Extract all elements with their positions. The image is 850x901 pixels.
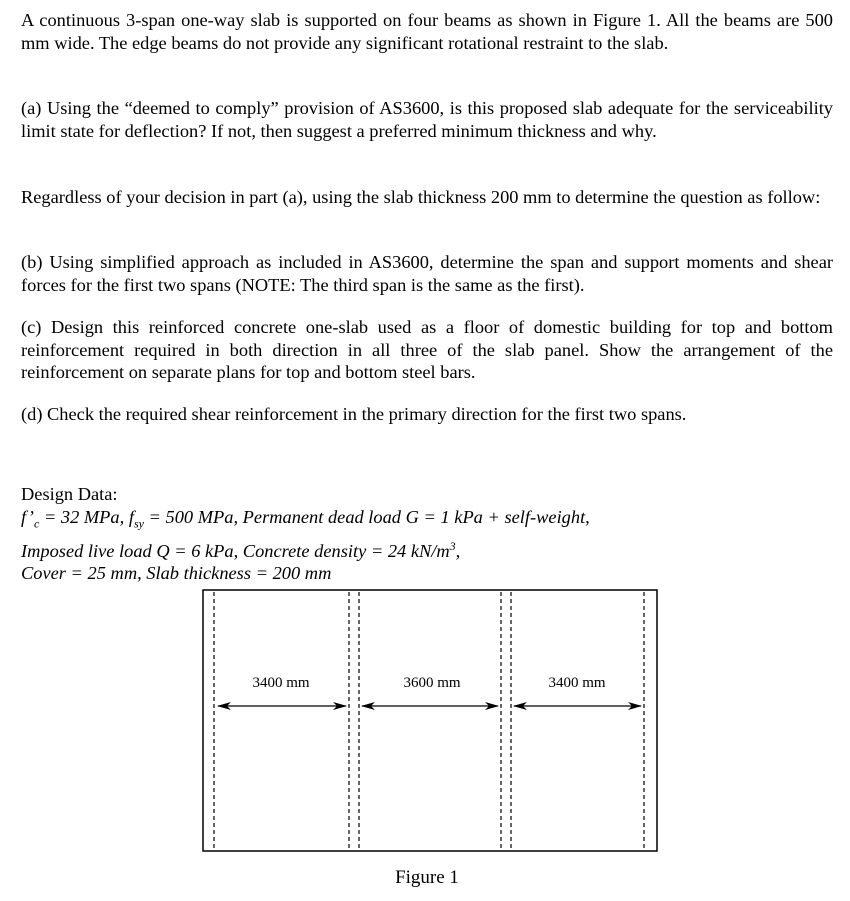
fc-subscript: c	[33, 516, 40, 531]
design-data-line-3: Cover = 25 mm, Slab thickness = 200 mm	[21, 563, 332, 584]
design-data-line-2-end: ,	[455, 540, 461, 561]
span-2-label: 3600 mm	[403, 675, 461, 691]
design-data-line-2-text: Imposed live load Q = 6 kPa, Concrete density = 24 kN/m	[21, 540, 450, 561]
cubic-superscript: 3	[449, 538, 456, 553]
design-data-heading: Design Data:	[21, 484, 118, 504]
regardless-paragraph: Regardless of your decision in part (a), using the slab thickness 200 mm to determine the question as follow:	[21, 187, 821, 207]
slab-outline	[203, 590, 657, 851]
intro-paragraph: A continuous 3-span one-way slab is supported on four beams as shown in Figure 1. All the beams are 500 mm wide. The edge beams do not provide any significant rotational restraint to the slab.	[21, 10, 833, 53]
part-c-paragraph: (c) Design this reinforced concrete one-slab used as a floor of domestic building for top and bottom reinforcement required in both direction in all three of the slab panel. Show the arrangement of the reinforcement on separate plans for top and bottom steel bars.	[21, 317, 833, 382]
fc-symbol: f’	[21, 506, 34, 527]
fsy-subscript: sy	[133, 516, 144, 531]
figure-caption: Figure 1	[395, 867, 459, 888]
fc-value: = 32 MPa,	[39, 506, 129, 527]
part-d-paragraph: (d) Check the required shear reinforcement in the primary direction for the first two spans.	[21, 404, 687, 424]
span-3-label: 3400 mm	[548, 675, 606, 691]
part-b-paragraph: (b) Using simplified approach as included in AS3600, determine the span and support moments and shear forces for the first two spans (NOTE: The third span is the same as the first).	[21, 252, 833, 295]
span-1-label: 3400 mm	[252, 675, 310, 691]
part-a-paragraph: (a) Using the “deemed to comply” provision of AS3600, is this proposed slab adequate for the serviceability limit state for deflection? If not, then suggest a preferred minimum thickness and why.	[21, 98, 833, 141]
fsy-symbol: f	[128, 506, 134, 527]
fsy-value: = 500 MPa, Permanent dead load G = 1 kPa + self-weight,	[143, 506, 590, 527]
